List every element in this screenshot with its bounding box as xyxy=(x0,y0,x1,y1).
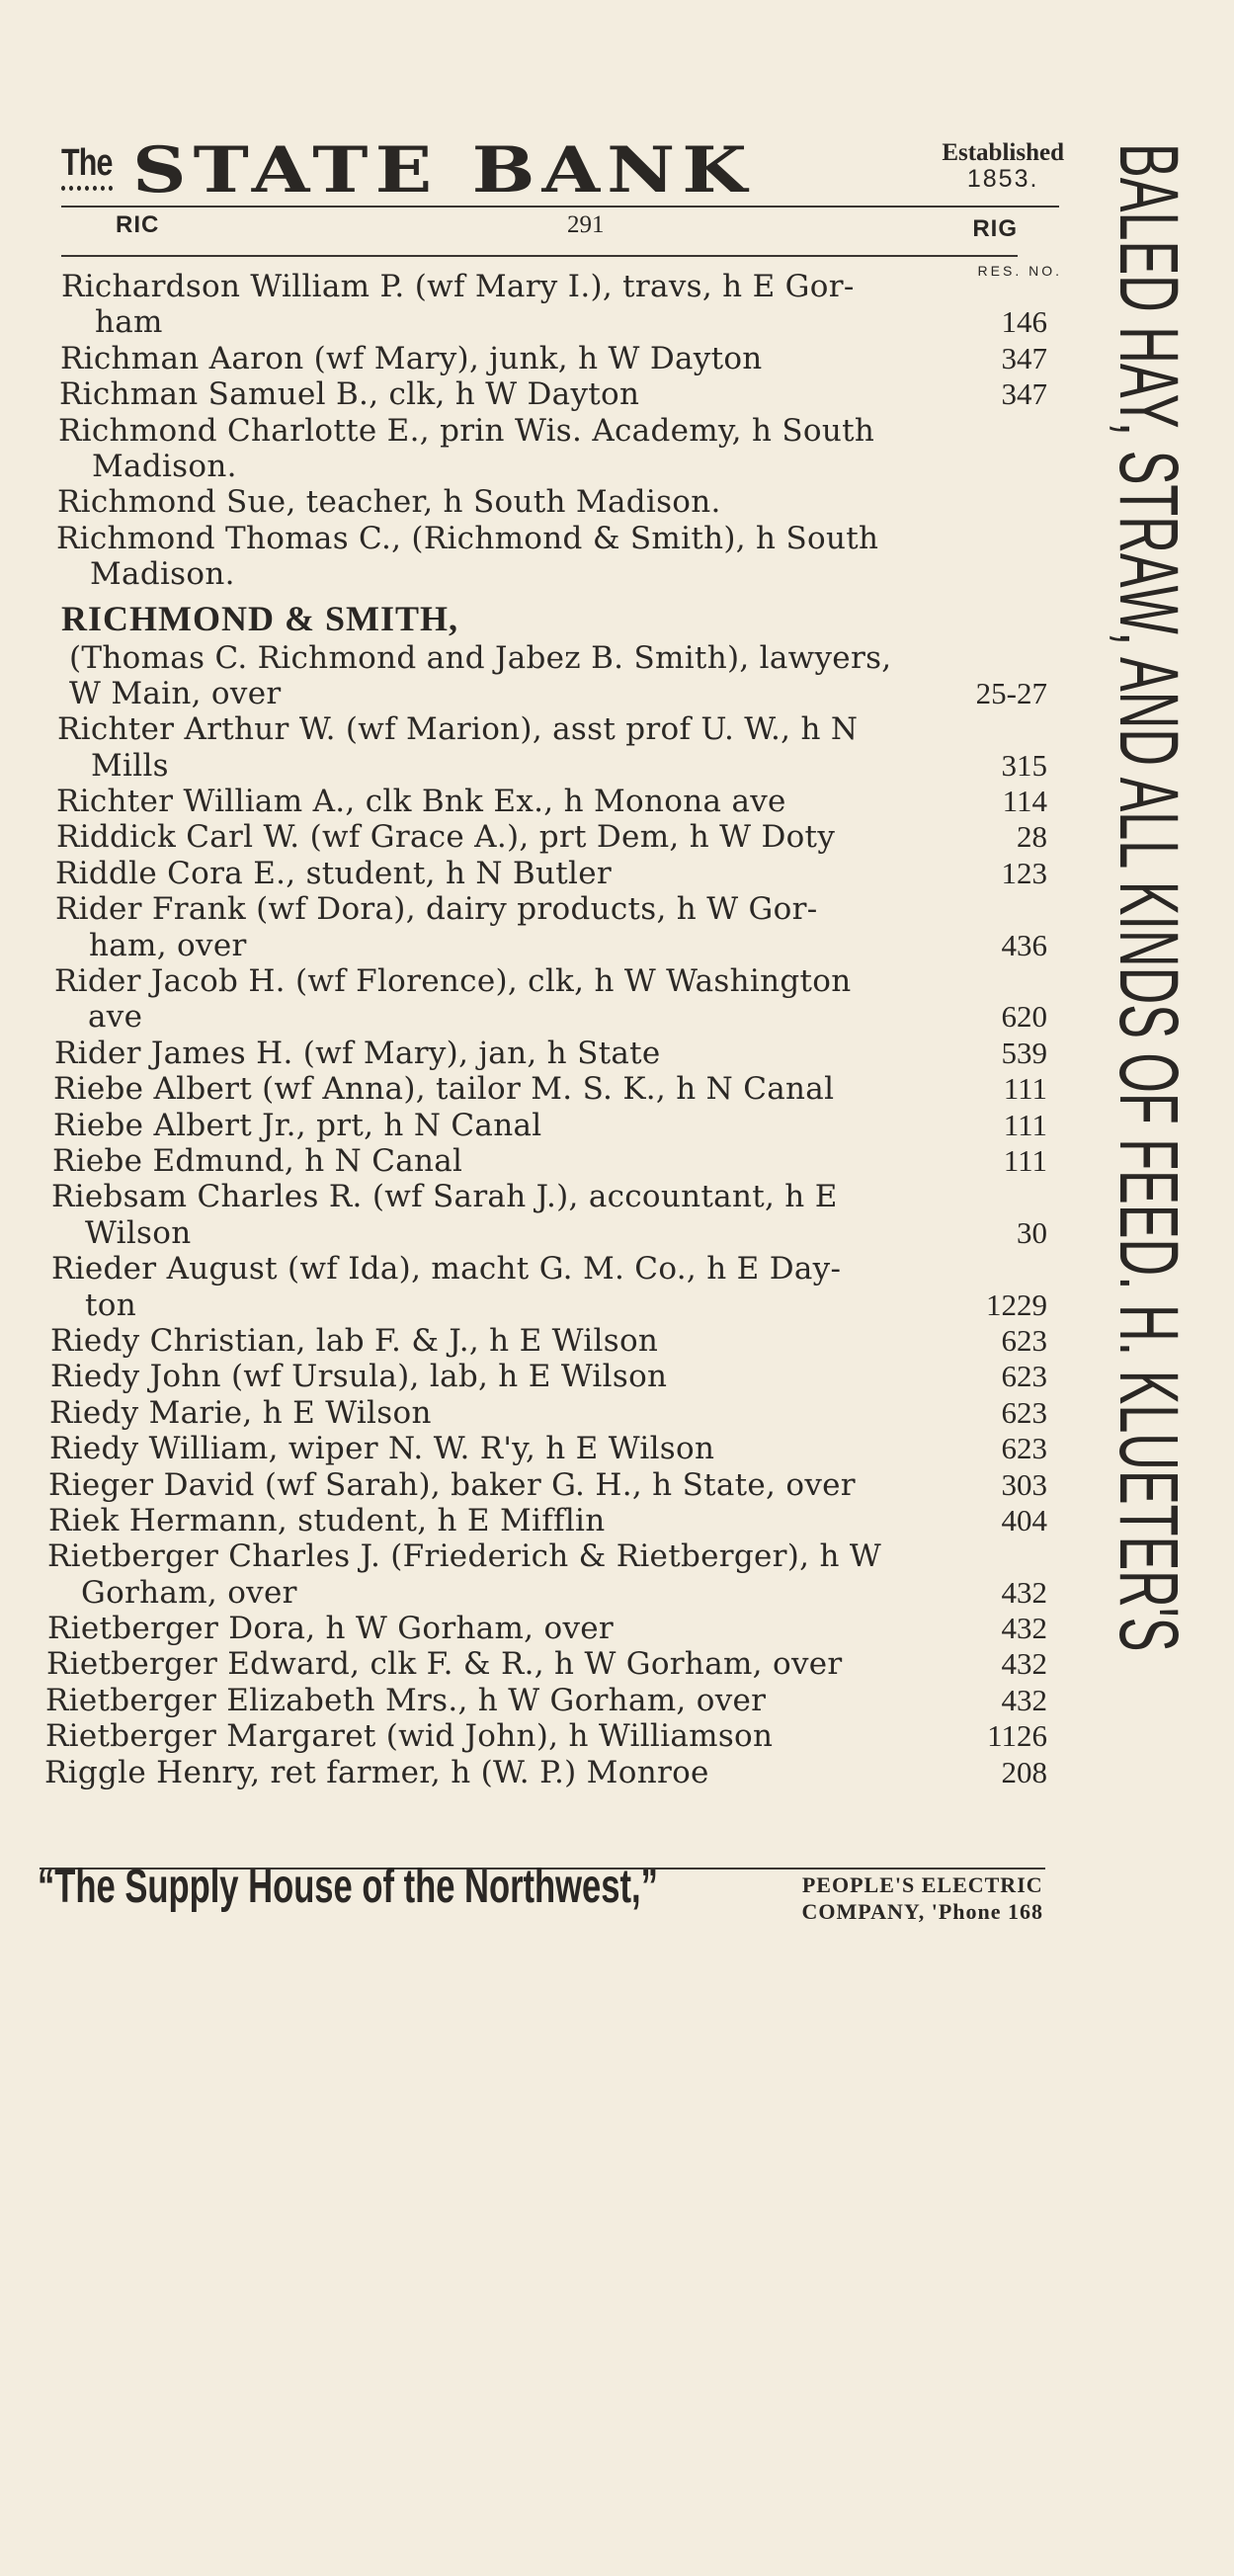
entry-text: ton xyxy=(85,1287,136,1323)
entry-line xyxy=(47,1538,1047,1574)
entry-line xyxy=(46,1646,1047,1682)
directory-entry xyxy=(40,1071,1047,1107)
entry-line xyxy=(51,1251,1047,1287)
entry-text: Riedy Marie, h E Wilson xyxy=(49,1394,432,1431)
residence-number: 436 xyxy=(1001,927,1047,962)
residence-number: 347 xyxy=(1001,340,1047,375)
entry-line xyxy=(56,521,1047,556)
directory-entry xyxy=(40,484,1047,520)
residence-number: 432 xyxy=(1001,1682,1047,1717)
entry-line xyxy=(51,1179,1047,1214)
directory-entry xyxy=(40,1718,1047,1754)
entry-text: Rieger David (wf Sarah), baker G. H., h State, over xyxy=(48,1466,856,1503)
entry-line xyxy=(55,891,1047,927)
residence-number: 1126 xyxy=(987,1718,1047,1754)
directory-entry xyxy=(40,891,1047,963)
entry-line xyxy=(45,1683,1047,1718)
page-number: 291 xyxy=(567,211,605,238)
residence-number: 315 xyxy=(1001,747,1047,783)
directory-entry xyxy=(40,341,1047,376)
directory-entry xyxy=(40,711,1047,784)
residence-number: 404 xyxy=(1001,1502,1047,1537)
residence-number: 623 xyxy=(1001,1322,1047,1358)
entry-line xyxy=(54,1036,1047,1071)
residence-number: 30 xyxy=(1017,1214,1047,1250)
directory-entry xyxy=(40,1646,1047,1682)
entry-text: Rider Frank (wf Dora), dairy products, h W Gor- xyxy=(55,891,818,928)
directory-entry xyxy=(40,1611,1047,1646)
directory-entry xyxy=(40,1683,1047,1718)
entry-line xyxy=(44,1755,1047,1790)
directory-entry xyxy=(40,1179,1047,1251)
firm-name: RICHMOND & SMITH, xyxy=(61,598,458,638)
entry-line xyxy=(49,1431,1047,1466)
directory-entry xyxy=(40,856,1047,891)
residence-number: 146 xyxy=(1001,304,1047,340)
directory-entry xyxy=(40,1323,1047,1359)
residence-number: 25-27 xyxy=(975,675,1047,710)
directory-entry xyxy=(40,413,1047,485)
entry-continuation-line xyxy=(54,999,1047,1035)
entry-text: Riek Hermann, student, h E Mifflin xyxy=(48,1502,606,1538)
firm-text: (Thomas C. Richmond and Jabez B. Smith), lawyers, xyxy=(69,639,892,676)
residence-number: 623 xyxy=(1001,1394,1047,1430)
directory-entry xyxy=(40,1143,1047,1179)
residence-number: 1229 xyxy=(986,1287,1047,1322)
entry-text: ham, over xyxy=(89,927,247,963)
residence-number: 620 xyxy=(1001,999,1047,1035)
header-rule-top xyxy=(61,206,1059,208)
entry-line xyxy=(55,856,1047,891)
entry-line xyxy=(56,784,1047,819)
entry-text: Riebsam Charles R. (wf Sarah J.), accountant, h E xyxy=(51,1179,838,1215)
residence-number: 623 xyxy=(1001,1431,1047,1466)
footer-ad xyxy=(38,1858,1047,1947)
entry-text: Wilson xyxy=(85,1214,192,1251)
residence-number: 623 xyxy=(1001,1359,1047,1394)
entry-line xyxy=(58,413,1047,449)
residence-number: 539 xyxy=(1001,1035,1047,1070)
firm-listing xyxy=(40,597,1047,712)
directory-entry xyxy=(40,963,1047,1036)
directory-entry xyxy=(40,1431,1047,1466)
directory-entry xyxy=(40,376,1047,412)
entry-text: Richmond Charlotte E., prin Wis. Academy, h South xyxy=(58,412,875,449)
entry-line xyxy=(53,1071,1047,1107)
entry-continuation-line xyxy=(57,748,1047,784)
entries-after-firm xyxy=(40,711,1047,1790)
residence-number: 432 xyxy=(1001,1611,1047,1646)
residence-number: 111 xyxy=(1003,1107,1047,1142)
residence-number: 208 xyxy=(1001,1754,1047,1789)
directory-entry xyxy=(40,1251,1047,1323)
directory-entry xyxy=(40,1395,1047,1431)
established-year: 1853. xyxy=(966,165,1039,193)
entry-text: Riedy Christian, lab F. & J., h E Wilson xyxy=(50,1322,659,1359)
residence-number: 28 xyxy=(1017,819,1047,855)
entry-text: Rietberger Margaret (wid John), h Williamson xyxy=(45,1718,774,1755)
entry-text: Rider Jacob H. (wf Florence), clk, h W Washington xyxy=(54,963,852,1000)
entry-text: Riedy William, wiper N. W. R'y, h E Wilson xyxy=(49,1431,715,1467)
entry-line xyxy=(49,1395,1047,1431)
entry-line xyxy=(50,1323,1047,1359)
directory-entry xyxy=(40,1108,1047,1143)
entries-before-firm xyxy=(40,269,1047,593)
residence-number: 432 xyxy=(1001,1574,1047,1610)
entry-text: Richardson William P. (wf Mary I.), travs, h E Gor- xyxy=(61,269,855,304)
firm-text: W Main, over xyxy=(69,675,282,711)
entry-text: Mills xyxy=(91,747,169,784)
entry-text: Rietberger Elizabeth Mrs., h W Gorham, over xyxy=(45,1682,767,1718)
entry-text: Riddle Cora E., student, h N Butler xyxy=(55,855,613,891)
entry-line xyxy=(61,269,1047,304)
entry-line xyxy=(59,376,1047,412)
footer-company-line2: COMPANY, 'Phone 168 xyxy=(801,1899,1043,1924)
entry-text: ham xyxy=(95,304,163,341)
entry-line xyxy=(56,819,1047,855)
footer-company-line1: PEOPLE'S ELECTRIC xyxy=(801,1872,1043,1897)
directory-entry xyxy=(40,1467,1047,1503)
entry-text: Gorham, over xyxy=(81,1574,297,1611)
banner-the: The xyxy=(61,140,113,191)
entry-text: Riggle Henry, ret farmer, h (W. P.) Monroe xyxy=(44,1754,709,1790)
entry-text: Madison. xyxy=(92,448,237,484)
residence-number: 432 xyxy=(1001,1646,1047,1682)
directory-entry xyxy=(40,269,1047,341)
entry-continuation-line xyxy=(56,556,1047,592)
entry-line xyxy=(57,484,1047,520)
entry-text: Rietberger Dora, h W Gorham, over xyxy=(47,1611,615,1647)
residence-number: 114 xyxy=(1002,784,1047,819)
entry-line xyxy=(48,1467,1047,1503)
established-label: Established xyxy=(942,139,1064,166)
entry-continuation-line xyxy=(51,1215,1047,1251)
firm-details xyxy=(40,640,1047,712)
directory-entry xyxy=(40,1538,1047,1611)
entry-line xyxy=(53,1108,1047,1143)
entry-line xyxy=(47,1611,1047,1646)
entry-continuation-line xyxy=(47,1575,1047,1611)
entry-text: Rietberger Edward, clk F. & R., h W Gorham, over xyxy=(46,1646,843,1683)
entry-line xyxy=(54,963,1047,999)
entry-text: Richter Arthur W. (wf Marion), asst prof U. W., h N xyxy=(57,711,859,748)
side-advertisement xyxy=(1079,143,1207,1961)
footer-company xyxy=(802,1871,1044,1925)
directory-entry xyxy=(40,784,1047,819)
entry-text: Richmond Sue, teacher, h South Madison. xyxy=(57,484,721,521)
entry-text: Richter William A., clk Bnk Ex., h Monona ave xyxy=(56,784,786,820)
entry-line xyxy=(45,1718,1047,1754)
entry-text: Riebe Edmund, h N Canal xyxy=(52,1142,463,1179)
entry-line xyxy=(48,1503,1047,1538)
residence-number: 123 xyxy=(1001,855,1047,890)
running-head-left: RIC xyxy=(116,211,160,238)
directory-entry xyxy=(40,1503,1047,1538)
directory-entries xyxy=(40,269,1047,1790)
entry-text: ave xyxy=(88,999,143,1036)
established-note xyxy=(942,140,1064,192)
firm-line xyxy=(53,640,1047,676)
entry-text: Rieder August (wf Ida), macht G. M. Co., h E Day- xyxy=(51,1251,842,1288)
entry-text: Richman Aaron (wf Mary), junk, h W Dayton xyxy=(60,340,763,376)
residence-number: 303 xyxy=(1001,1466,1047,1502)
entry-text: Riddick Carl W. (wf Grace A.), prt Dem, h W Doty xyxy=(56,819,836,856)
residence-number: 111 xyxy=(1003,1071,1047,1107)
entry-line xyxy=(50,1359,1047,1394)
firm-line xyxy=(53,676,1047,711)
entry-text: Richmond Thomas C., (Richmond & Smith), h South xyxy=(56,520,879,556)
residence-number: 111 xyxy=(1003,1142,1047,1178)
entry-line xyxy=(52,1143,1047,1179)
entry-continuation-line xyxy=(55,928,1047,963)
directory-entry xyxy=(40,521,1047,593)
directory-entry xyxy=(40,819,1047,855)
running-head-right: RIG xyxy=(972,215,1018,242)
res-no-header: RES. NO. xyxy=(977,263,1062,279)
entry-text: Riebe Albert (wf Anna), tailor M. S. K., h N Canal xyxy=(53,1071,835,1108)
running-head xyxy=(61,211,1018,251)
entry-line xyxy=(57,711,1047,747)
entry-text: Madison. xyxy=(90,556,235,593)
entry-text: Riedy John (wf Ursula), lab, h E Wilson xyxy=(50,1359,668,1395)
entry-text: Riebe Albert Jr., prt, h N Canal xyxy=(53,1107,542,1143)
entry-continuation-line xyxy=(61,304,1047,340)
entry-text: Rietberger Charles J. (Friederich & Rietberger), h W xyxy=(47,1538,882,1575)
directory-entry xyxy=(40,1755,1047,1790)
entry-continuation-line xyxy=(51,1288,1047,1323)
directory-entry xyxy=(40,1359,1047,1394)
residence-number: 347 xyxy=(1001,376,1047,412)
footer-slogan: “The Supply House of the Northwest,” xyxy=(38,1861,658,1913)
entry-text: Richman Samuel B., clk, h W Dayton xyxy=(59,376,640,413)
header-rule-bottom xyxy=(61,255,1018,257)
bank-banner xyxy=(61,133,1064,208)
entry-text: Rider James H. (wf Mary), jan, h State xyxy=(54,1035,661,1071)
side-ad-text: BALED HAY, STRAW, AND ALL KINDS OF FEED. H. KLUETER'S xyxy=(1103,143,1195,1652)
directory-entry xyxy=(40,1036,1047,1071)
entry-line xyxy=(60,341,1047,376)
entry-continuation-line xyxy=(58,449,1047,484)
bank-name: STATE BANK xyxy=(132,133,755,208)
